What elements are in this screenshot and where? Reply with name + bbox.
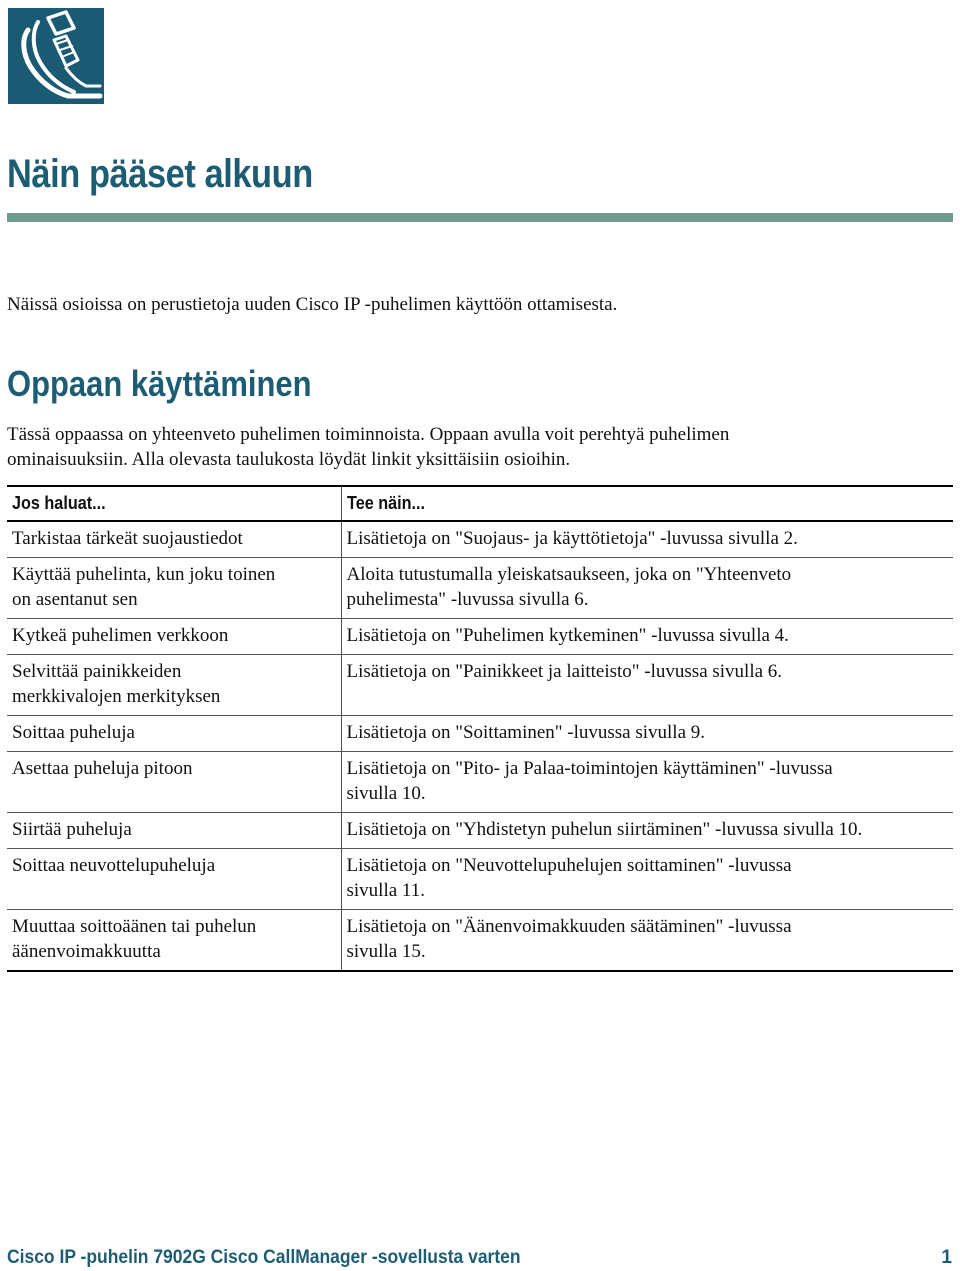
table-row <box>7 716 953 752</box>
cell-do <box>341 752 953 813</box>
cell-line: Aloita tutustumalla yleiskatsaukseen, joka on "Yhteenveto <box>346 564 792 585</box>
cell-line: Tarkistaa tärkeät suojaustiedot <box>12 528 243 549</box>
cell-do <box>341 849 953 910</box>
cell-want <box>7 849 341 910</box>
cell-want <box>7 813 341 849</box>
cell-do <box>341 716 953 752</box>
cell-line: Siirtää puheluja <box>12 819 132 840</box>
cell-line: Kytkeä puhelimen verkkoon <box>12 625 229 646</box>
cisco-phone-logo <box>8 8 104 104</box>
cell-want <box>7 655 341 716</box>
page-number: 1 <box>941 1247 952 1268</box>
cell-line: merkkivalojen merkityksen <box>12 686 221 707</box>
cell-do <box>341 521 953 558</box>
table-row <box>7 655 953 716</box>
cell-want <box>7 716 341 752</box>
cell-line: Asettaa puheluja pitoon <box>12 758 193 779</box>
table-row <box>7 619 953 655</box>
cell-line: Käyttää puhelinta, kun joku toinen <box>12 564 276 585</box>
cell-do <box>341 910 953 972</box>
section-text-line: Tässä oppaassa on yhteenveto puhelimen toiminnoista. Oppaan avulla voit perehtyä puhelimen <box>7 424 730 445</box>
cell-line: sivulla 15. <box>346 941 426 962</box>
cell-do <box>341 655 953 716</box>
column-header-label: Tee näin... <box>346 493 425 513</box>
telephone-handset-icon <box>8 8 104 104</box>
title-rule <box>7 213 953 222</box>
section-text <box>7 422 947 472</box>
intro-text: Näissä osioissa on perustietoja uuden Cisco IP -puhelimen käyttöön ottamisesta. <box>7 294 618 315</box>
cell-line: Soittaa puheluja <box>12 722 135 743</box>
cell-do <box>341 813 953 849</box>
page-title: Näin pääset alkuun <box>7 152 313 196</box>
cell-do <box>341 619 953 655</box>
cell-line: sivulla 10. <box>346 783 426 804</box>
table-row <box>7 813 953 849</box>
footer-title: Cisco IP -puhelin 7902G Cisco CallManager -sovellusta varten <box>7 1247 521 1268</box>
cell-line: Lisätietoja on "Pito- ja Palaa-toimintojen käyttäminen" -luvussa <box>346 758 833 779</box>
cell-line: Lisätietoja on "Soittaminen" -luvussa sivulla 9. <box>346 722 706 743</box>
cell-line: Soittaa neuvottelupuheluja <box>12 855 216 876</box>
table-row <box>7 849 953 910</box>
table-header-row <box>7 486 953 521</box>
column-header-label: Jos haluat... <box>12 493 106 513</box>
cell-want <box>7 619 341 655</box>
table-row <box>7 910 953 972</box>
cell-want <box>7 558 341 619</box>
column-header-do <box>341 486 953 521</box>
cell-line: Selvittää painikkeiden <box>12 661 182 682</box>
table-row <box>7 752 953 813</box>
cell-line: Muuttaa soittoäänen tai puhelun <box>12 916 257 937</box>
cell-want <box>7 910 341 972</box>
cell-want <box>7 521 341 558</box>
column-header-want <box>7 486 341 521</box>
section-title: Oppaan käyttäminen <box>7 363 312 404</box>
cell-line: sivulla 11. <box>346 880 425 901</box>
cell-line: Lisätietoja on "Painikkeet ja laitteisto" -luvussa sivulla 6. <box>346 661 783 682</box>
cell-line: Lisätietoja on "Suojaus- ja käyttötietoja" -luvussa sivulla 2. <box>346 528 798 549</box>
cell-line: Lisätietoja on "Yhdistetyn puhelun siirtäminen" -luvussa sivulla 10. <box>346 819 863 840</box>
cell-want <box>7 752 341 813</box>
table-row <box>7 558 953 619</box>
cell-line: äänenvoimakkuutta <box>12 941 161 962</box>
cell-line: Lisätietoja on "Äänenvoimakkuuden säätäminen" -luvussa <box>346 916 792 937</box>
section-text-line: ominaisuuksiin. Alla olevasta taulukosta löydät linkit yksittäisiin osioihin. <box>7 449 571 470</box>
cell-line: Lisätietoja on "Puhelimen kytkeminen" -luvussa sivulla 4. <box>346 625 789 646</box>
cell-line: on asentanut sen <box>12 589 138 610</box>
cell-line: Lisätietoja on "Neuvottelupuhelujen soittaminen" -luvussa <box>346 855 792 876</box>
table-row <box>7 521 953 558</box>
summary-table <box>7 485 953 972</box>
cell-do <box>341 558 953 619</box>
cell-line: puhelimesta" -luvussa sivulla 6. <box>346 589 589 610</box>
